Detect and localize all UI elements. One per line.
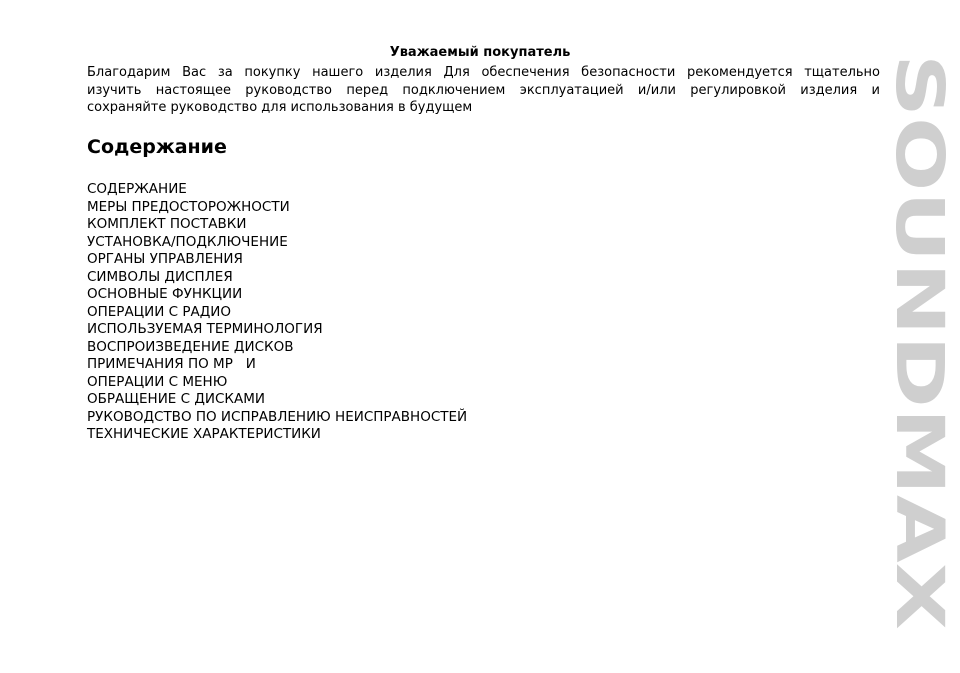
toc-item: ОБРАЩЕНИЕ С ДИСКАМИ: [87, 391, 265, 407]
toc-item: КОМПЛЕКТ ПОСТАВКИ: [87, 216, 247, 232]
toc-item: УСТАНОВКА/ПОДКЛЮЧЕНИЕ: [87, 233, 288, 250]
toc-item: ИСПОЛЬЗУЕМАЯ ТЕРМИНОЛОГИЯ: [87, 321, 323, 337]
toc-item: ТЕХНИЧЕСКИЕ ХАРАКТЕРИСТИКИ: [87, 426, 321, 442]
intro-line: Благодарим Вас за покупку нашего изделия Для обеспечения безопасности рекомендуется тщательно: [87, 65, 880, 80]
toc-item: ОПЕРАЦИИ С МЕНЮ: [87, 373, 228, 390]
toc-item: ОРГАНЫ УПРАВЛЕНИЯ: [87, 251, 243, 267]
intro-line: сохраняйте руководство для использования в будущем: [87, 100, 473, 115]
intro-paragraph: [87, 64, 880, 117]
toc-item: ВОСПРОИЗВЕДЕНИЕ ДИСКОВ: [87, 338, 294, 355]
toc-item: ПРИМЕЧАНИЯ ПО МР И: [87, 356, 256, 372]
greeting-title: Уважаемый покупатель: [389, 45, 571, 60]
toc-item: РУКОВОДСТВО ПО ИСПРАВЛЕНИЮ НЕИСПРАВНОСТЕЙ: [87, 408, 468, 425]
brand-logo: [881, 52, 958, 632]
contents-heading: Содержание: [87, 136, 227, 158]
toc-item: СИМВОЛЫ ДИСПЛЕЯ: [87, 268, 233, 285]
toc-item: ОПЕРАЦИИ С РАДИО: [87, 303, 232, 320]
toc-item: МЕРЫ ПРЕДОСТОРОЖНОСТИ: [87, 198, 290, 215]
table-of-contents: [87, 181, 467, 444]
brand-logo-text: SOUNDMAX: [881, 54, 958, 489]
toc-item: ОСНОВНЫЕ ФУНКЦИИ: [87, 286, 243, 302]
intro-line: изучить настоящее руководство перед подключением эксплуатацией и/или регулировкой изделия и: [87, 82, 880, 98]
toc-item: СОДЕРЖАНИЕ: [87, 181, 187, 197]
